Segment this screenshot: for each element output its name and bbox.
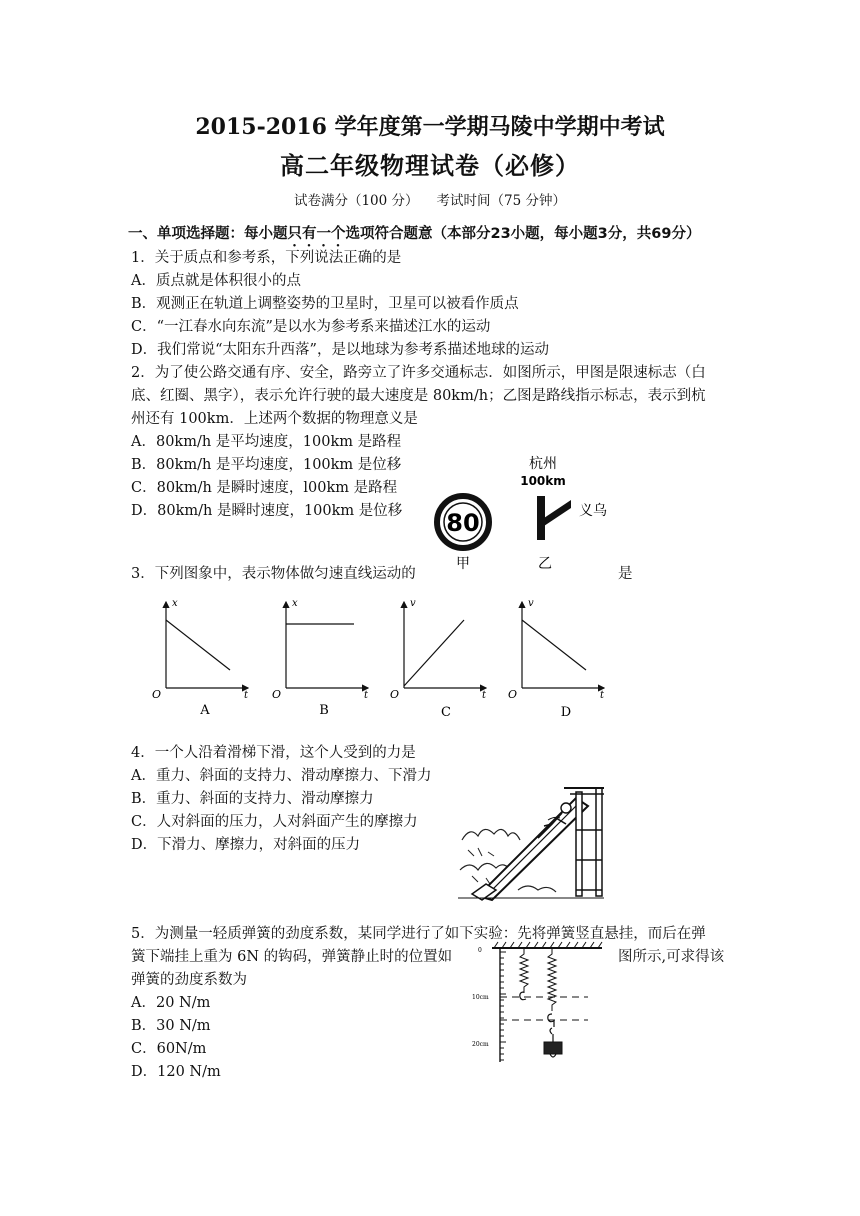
scale-zero: 0 bbox=[478, 947, 482, 954]
q5-line-3: 弹簧的劲度系数为 bbox=[131, 972, 247, 988]
route-sign bbox=[520, 455, 607, 540]
route-city-top: 杭州 bbox=[529, 456, 557, 472]
q3-stem: 3．下列图象中，表示物体做匀速直线运动的 bbox=[131, 566, 416, 582]
graph-a-x-axis: t bbox=[244, 690, 249, 701]
graph-a-label: A bbox=[200, 703, 210, 718]
exam-subtitle: 高二年级物理试卷（必修） bbox=[280, 151, 580, 180]
q5-line-1: 5．为测量一轻质弹簧的劲度系数，某同学进行了如下实验：先将弹簧竖直悬挂，而后在弹 bbox=[131, 926, 706, 942]
graph-c-label: C bbox=[441, 705, 451, 720]
exam-time: 考试时间（75 分钟） bbox=[436, 193, 567, 209]
q4-option-b: B．重力、斜面的支持力、滑动摩擦力 bbox=[131, 791, 374, 807]
scale-20cm: 20cm bbox=[472, 1041, 489, 1048]
q5-line-2-right: 图所示,可求得该 bbox=[618, 949, 725, 965]
q1-stem: 1．关于质点和参考系，下列说法正确的是 bbox=[131, 250, 402, 266]
exam-title: 2015-2016 学年度第一学期马陵中学期中考试 bbox=[195, 114, 665, 140]
q2-option-b: B．80km/h 是平均速度，100km 是位移 bbox=[131, 457, 402, 473]
graph-b bbox=[272, 598, 369, 718]
q2-stem-line-1: 2．为了使公路交通有序、安全，路旁立了许多交通标志．如图所示，甲图是限速标志（白 bbox=[131, 365, 706, 381]
q2-option-a: A．80km/h 是平均速度，100km 是路程 bbox=[131, 434, 402, 450]
q5-option-b: B．30 N/m bbox=[131, 1018, 211, 1034]
graph-b-x-axis: t bbox=[364, 690, 369, 701]
scale-10cm: 10cm bbox=[472, 994, 489, 1001]
q4-option-c: C．人对斜面的压力，人对斜面产生的摩擦力 bbox=[131, 814, 418, 830]
q5-line-2-left: 簧下端挂上重为 6N 的钩码，弹簧静止时的位置如 bbox=[131, 949, 453, 965]
route-distance: 100km bbox=[520, 474, 566, 488]
route-city-right: 义乌 bbox=[579, 503, 607, 519]
sign-yi-label: 乙 bbox=[538, 556, 552, 572]
speed-limit-sign bbox=[437, 496, 489, 548]
section-heading-post: 选项符合题意（本部分23小题，每小题3分，共69分） bbox=[345, 226, 701, 242]
graph-c bbox=[390, 598, 487, 720]
exam-info bbox=[0, 189, 860, 209]
q2-stem-line-3: 州还有 100km．上述两个数据的物理意义是 bbox=[131, 411, 418, 427]
section-heading-emphasis: 只有一个 bbox=[287, 226, 346, 242]
graph-a-y-axis: x bbox=[172, 598, 178, 609]
q3-stem-end: 是 bbox=[618, 566, 633, 582]
q4-option-d: D．下滑力、摩擦力，对斜面的压力 bbox=[131, 837, 361, 853]
q1-option-c: C．“一江春水向东流”是以水为参考系来描述江水的运动 bbox=[131, 319, 491, 335]
graph-a bbox=[152, 598, 249, 718]
graph-d-origin: O bbox=[508, 688, 518, 701]
traffic-signs-figure bbox=[425, 450, 625, 580]
spring-figure bbox=[470, 938, 606, 1066]
q1-option-d: D．我们常说“太阳东升西落”，是以地球为参考系描述地球的运动 bbox=[131, 342, 549, 358]
q3-graphs bbox=[140, 592, 620, 722]
graph-d-label: D bbox=[560, 705, 572, 720]
q2-stem-line-2: 底、红圈、黑字），表示允许行驶的最大速度是 80km/h；乙图是路线指示标志，表示到杭 bbox=[131, 388, 706, 404]
graph-d-y-axis: v bbox=[528, 598, 534, 609]
q2-option-d: D．80km/h 是瞬时速度，100km 是位移 bbox=[131, 503, 403, 519]
graph-a-origin: O bbox=[152, 688, 162, 701]
sign-jia-label: 甲 bbox=[456, 556, 470, 572]
graph-c-y-axis: v bbox=[410, 598, 416, 609]
q1-option-a: A．质点就是体积很小的点 bbox=[131, 273, 301, 289]
q4-stem: 4．一个人沿着滑梯下滑，这个人受到的力是 bbox=[131, 745, 416, 761]
q2-option-c: C．80km/h 是瞬时速度，l00km 是路程 bbox=[131, 480, 398, 496]
section-heading-pre: 一、单项选择题：每小题 bbox=[128, 226, 288, 242]
slide-illustration bbox=[458, 780, 604, 902]
graph-b-y-axis: x bbox=[292, 598, 298, 609]
q1-option-b: B．观测正在轨道上调整姿势的卫星时，卫星可以被看作质点 bbox=[131, 296, 519, 312]
q5-option-c: C．60N/m bbox=[131, 1041, 207, 1057]
full-score: 试卷满分（100 分） bbox=[293, 193, 419, 209]
q4-option-a: A．重力、斜面的支持力、滑动摩擦力、下滑力 bbox=[131, 768, 432, 784]
graph-b-label: B bbox=[319, 703, 329, 718]
speed-limit-value: 80 bbox=[446, 509, 480, 537]
graph-c-origin: O bbox=[390, 688, 400, 701]
graph-c-x-axis: t bbox=[482, 690, 487, 701]
q5-option-a: A．20 N/m bbox=[131, 995, 211, 1011]
graph-b-origin: O bbox=[272, 688, 282, 701]
graph-d-x-axis: t bbox=[600, 690, 605, 701]
graph-d bbox=[508, 598, 605, 720]
q5-option-d: D．120 N/m bbox=[131, 1064, 221, 1080]
